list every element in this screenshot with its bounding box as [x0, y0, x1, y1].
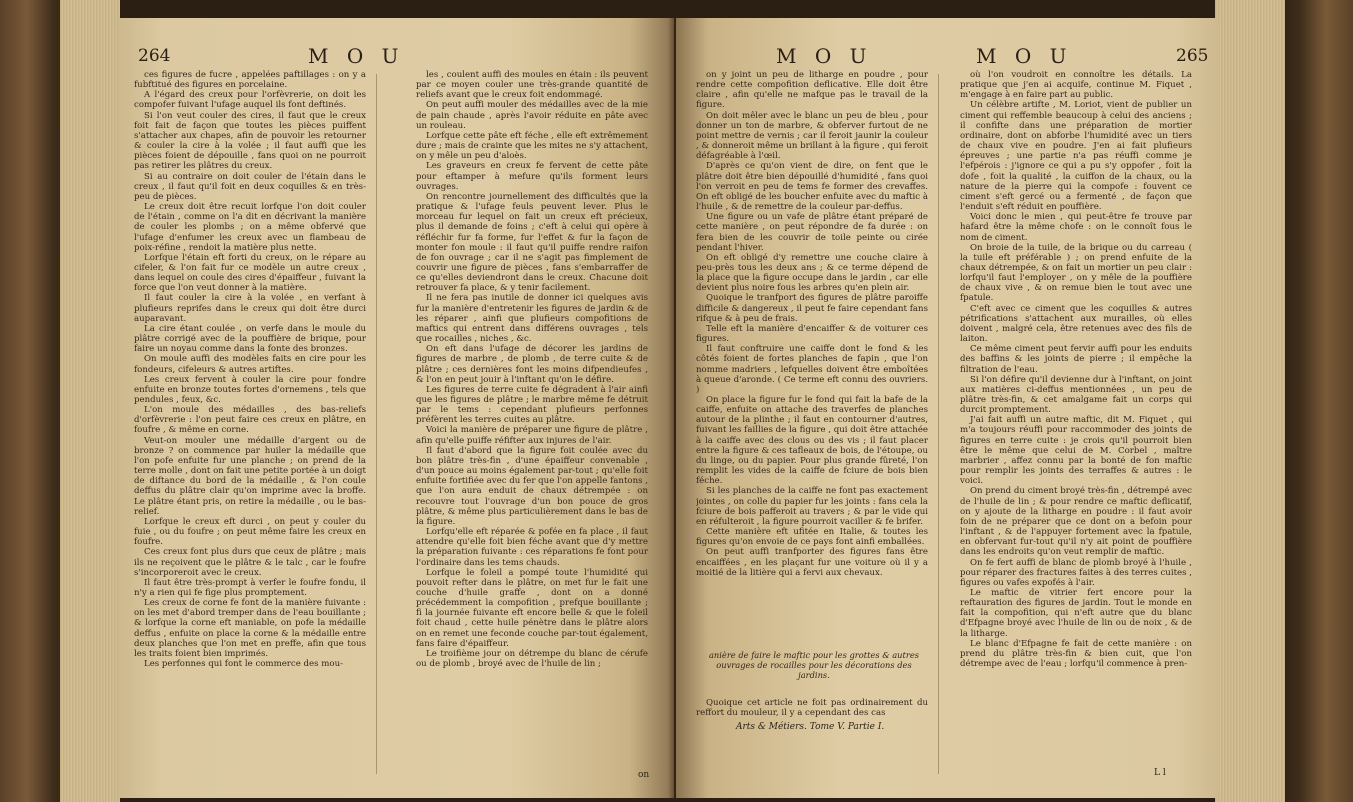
paragraph: Il faut couler la cire à la volée , en verfant à plufieurs reprifes dans le creux qui doit être durci auparavant. — [134, 293, 366, 324]
left-column-1 — [134, 70, 366, 798]
paragraph: Il ne fera pas inutile de donner ici quelques avis fur la manière d'entretenir les figures de jardin & de les réparer , ainfi que plufieurs compofitions de maftics qui entrent dans différens ouvrages , tels que rocailles , niches , &c. — [416, 293, 648, 345]
right-column-2 — [960, 70, 1192, 798]
paragraph: Lorfque le creux eft durci , on peut y couler du fuie , ou du foufre ; on peut même faire les creux en foufre. — [134, 516, 366, 548]
column-rule — [938, 74, 939, 774]
paragraph: On eft obligé d'y remettre une couche claire à peu-près tous les deux ans ; & ce terme dépend de la place que la figure occupe dans le jardin , car elle devient plus noire fous les arbres qu'en plein air. — [696, 252, 928, 294]
paragraph: Ces creux font plus durs que ceux de plâtre ; mais ils ne reçoivent que le plâtre & le talc , car le foufre s'incorporeroit avec le creux. — [134, 547, 366, 578]
paragraph: Les creux fervent à couler la cire pour fondre enfuite en bronze toutes fortes d'ornemens , tels que pendules , feux, &c. — [134, 374, 366, 405]
paragraph: Quoique le tranfport des figures de plâtre paroiffe difficile & dangereux , il peut fe faire cependant fans rifque & à peu de frais. — [696, 293, 928, 324]
paragraph: Lorfque l'étain eft forti du creux, on le répare au cifeler, & l'on fait fur ce modèle un autre creux , dans lequel on coule des cires d'épaiffeur , fuivant la force que l'on veut donner à la matière. — [134, 252, 366, 294]
paragraph: On peut auffi tranfporter des figures fans être encaiffées , en les plaçant fur une voiture où il y a moitié de la litière qui a fervi aux chevaux. — [696, 547, 928, 578]
left-page-header: M O U — [308, 44, 405, 68]
paragraph: Quoique cet article ne foit pas ordinairement du reffort du mouleur, il y a cependant des cas — [696, 698, 928, 719]
paragraph: On eft dans l'ufage de décorer les jardins de figures de marbre , de plomb , de terre cuite & de plâtre ; ces dernières font les moins difpendieufes , & l'on en peut jouir à l'inftant qu'on le défire. — [416, 344, 648, 385]
paragraph: Un célèbre artifte , M. Loriot, vient de publier un ciment qui reffemble beaucoup à celui des anciens ; il confifte dans une préparation de mortier ordinaire, dont on abforbe l'humidité avec un tiers de chaux vive en poudre. J'en ai fait plufieurs épreuves ; une partie n'a pas réuffi comme je l'efpérois : j'ignore ce qui a pu s'y oppofer , foit la dofe , foit la qualité , la cuiffon de la chaux, ou la nature de la pierre qui la compofe : fouvent ce ciment s'eft gercé ou a fermenté , de façon que l'enduit s'eft réduit en pouffière. — [960, 100, 1192, 213]
paragraph: où l'on voudroit en connoître les détails. La pratique que j'en ai acquife, continue M. Fiquet , m'engage à en faire part au public. — [960, 70, 1192, 101]
paragraph: Les figures de terre cuite fe dégradent à l'air ainfi que les figures de plâtre ; le marbre même fe détruit par le tems : cependant plufieurs perfonnes préfèrent les terres cuites au plâtre. — [416, 384, 648, 426]
left-page-edges — [60, 0, 120, 802]
left-page-number: 264 — [138, 46, 171, 66]
paragraph: Il faut d'abord que la figure foit coulée avec du bon plâtre très-fin , d'une épaiffeur convenable , d'un pouce au moins également par-tout ; qu'elle foit enfuite fortifiée avec du fer que l'on appelle fantons , que l'on aura enduit de chaux détrempée : on recouvre tout l'ouvrage d'un bon pouce de gros plâtre, & même plus particulièrement dans le bas de la figure. — [416, 445, 648, 527]
paragraph: Si les planches de la caiffe ne font pas exactement jointes , on colle du papier fur les joints : fans cela la fciure de bois pafferoit au travers ; & par le vide qui en réfulteroit , la figure pourroit vaciller & fe brifer. — [696, 486, 928, 527]
paragraph: Telle eft la manière d'encaiffer & de voiturer ces figures. — [696, 323, 928, 345]
left-column-2 — [416, 70, 648, 798]
paragraph: Les graveurs en creux fe fervent de cette pâte pour eftamper à mefure qu'ils forment leurs ouvrages. — [416, 161, 648, 192]
paragraph: Le creux doit être recuit lorfque l'on doit couler de l'étain , comme on l'a dit en décrivant la manière de couler les plombs ; on a même obfervé que l'ufage d'enfumer les creux avec un flambeau de poix-réfine , rendoit la matière plus nette. — [134, 202, 366, 253]
paragraph: Si l'on défire qu'il devienne dur à l'inftant, on joint aux matières ci-deffus mentionnées , un peu de plâtre très-fin, & cet amalgame fait un corps qui durcit promptement. — [960, 374, 1192, 416]
catchword: on — [638, 770, 650, 780]
paragraph: On fe fert auffi de blanc de plomb broyé à l'huile , pour réparer des fractures faites à des terres cuites , figures ou vafes expofés à l'air. — [960, 557, 1192, 588]
paragraph: on y joint un peu de litharge en poudre , pour rendre cette compofition deflicative. Elle doit être claire , afin qu'elle ne mafque pas le travail de la figure. — [696, 70, 928, 111]
paragraph: On peut auffi mouler des médailles avec de la mie de pain chaude , après l'avoir réduite en pâte avec un rouleau. — [416, 100, 648, 131]
paragraph: On doit mêler avec le blanc un peu de bleu , pour donner un ton de marbre, & obferver furtout de ne point mettre de vernis ; car il feroit jaunir la couleur , & donneroit même un brillant à la figure , qui feroit défagréable à l'œil. — [696, 110, 928, 162]
paragraph: Le blanc d'Efpagne fe fait de cette manière : on prend du plâtre très-fin & bien cuit, que l'on détrempe avec de l'eau ; lorfqu'il commence à pren- — [960, 638, 1192, 670]
paragraph: Le troifième jour on détrempe du blanc de cérufe ou de plomb , broyé avec de l'huile de lin ; — [416, 648, 648, 670]
paragraph: Cette manière eft ufitée en Italie, & toutes les figures qu'on envoie de ce pays font ainfi emballées. — [696, 527, 928, 548]
right-page — [676, 18, 1220, 798]
right-page-header-center: M O U — [776, 44, 873, 68]
right-column-1 — [696, 70, 928, 660]
right-column-1-continued — [696, 698, 928, 722]
paragraph: Une figure ou un vafe de plâtre étant préparé de cette manière , on peut répondre de fa durée : on fera bien de les couvrir de toile peinte ou cirée pendant l'hiver. — [696, 212, 928, 253]
paragraph: les , coulent auffi des moules en étain : ils peuvent par ce moyen couler une très-grande quantité de reliefs avant que le creux foit endommagé. — [416, 70, 648, 101]
column-rule — [376, 74, 377, 774]
paragraph: Si l'on veut couler des cires, il faut que le creux foit fait de façon que toutes les pièces puiffent s'attacher aux chapes, afin de pouvoir les retourner & couler la cire à la volée ; il faut auffi que les pièces foient de dépouille , fans quoi on ne pourroit pas retirer les plâtres du creux. — [134, 110, 366, 172]
paragraph: L'on moule des médailles , des bas-reliefs d'orfèvrerie : l'on peut faire ces creux en plâtre, en foufre , & même en corne. — [134, 405, 366, 436]
paragraph: A l'égard des creux pour l'orfèvrerie, on doit les compofer fuivant l'ufage auquel ils font deftinés. — [134, 90, 366, 111]
paragraph: Voici donc le mien , qui peut-être fe trouve par hafard être la même chofe : on le connoît fous le nom de ciment. — [960, 212, 1192, 243]
paragraph: Lorfque le foleil a pompé toute l'humidité qui pouvoit refter dans le plâtre, on met fur le fait une couche d'huile graffe , dont on a donné précédemment la compofition , prefque bouillante ; fi la journée fuivante eft encore belle & que le foleil foit chaud , cette huile pénètre dans le plâtre alors on en remet une feconde couche par-tout également, fans faire d'épaiffeur. — [416, 567, 648, 649]
paragraph: On moule auffi des modèles faits en cire pour les fondeurs, cifeleurs & autres artiftes. — [134, 354, 366, 375]
paragraph: Le maftic de vitrier fert encore pour la reftauration des figures de jardin. Tout le monde en fait la compofition, qui n'eft autre que du blanc d'Efpagne broyé avec l'huile de lin ou de noix , & de la litharge. — [960, 587, 1192, 639]
paragraph: On place la figure fur le fond qui fait la bafe de la caiffe, enfuite on attache des traverfes de planches autour de la plinthe ; il faut en contourner d'autres, fuivant les faillies de la figure , qui doit être attachée à la caiffe avec des clous ou des vis ; il faut placer entre la figure & ces tafleaux de bois, de l'étoupe, ou du linge, ou du papier. Pour plus grande fûreté, l'on remplit les vides de la caiffe de fciure de bois bien féche. — [696, 395, 928, 487]
signature-mark: L l — [1154, 768, 1166, 778]
right-page-header: M O U — [976, 44, 1073, 68]
left-page — [118, 18, 674, 798]
paragraph: D'après ce qu'on vient de dire, on fent que le plâtre doit être bien dépouillé d'humidité , fans quoi l'on verroit en peu de tems fe former des crevaffes. On eft obligé de les boucher enfuite avec du maftic à l'huile , & de remettre de la couleur par-deffus. — [696, 161, 928, 213]
paragraph: J'ai fait auffi un autre maftic, dit M. Fiquet , qui m'a toujours réuffi pour raccommoder des joints de figures en terre cuite : je crois qu'il pourroit bien être le même que celui de M. Corbel , maître marbrier , affez connu par la bonté de fon maftic pour remplir les joints des terraffes & autres : le voici. — [960, 415, 1192, 487]
paragraph: Veut-on mouler une médaille d'argent ou de bronze ? on commence par huiler la médaille que l'on pofe enfuite fur une planche ; on prend de la terre molle , dont on fait une petite portée à un doigt de diftance du bord de la médaille , & l'on coule deffus du plâtre clair qu'on imprime avec la broffe. Le plâtre étant pris, on retire la médaille , ou le bas-relief. — [134, 435, 366, 517]
right-page-number: 265 — [1176, 46, 1209, 66]
paragraph: Il faut conftruire une caiffe dont le fond & les côtés foient de fortes planches de fapin , que l'on nomme madriers , lefquelles doivent être emboîtées à queue d'aronde. ( Ce terme eft connu des ouvriers. ) — [696, 344, 928, 395]
signature-line: Arts & Métiers. Tome V. Partie I. — [736, 722, 885, 732]
paragraph: Ce même ciment peut fervir auffi pour les enduits des baffins & les joints de pierre ; il empêche la filtration de l'eau. — [960, 344, 1192, 375]
paragraph: On rencontre journellement des difficultés que la pratique & l'ufage feuls peuvent lever. Plus le morceau fur lequel on fait un creux eft précieux, plus il demande de foins ; c'eft à celui qui opère à réfléchir fur fa forme, fur l'effet & fur la façon de monter fon moule : il faut qu'il puiffe rendre raifon de fon ouvrage ; car il ne s'agit pas fimplement de couvrir une figure de pièces , fans s'embarraffer de ce qu'elles deviendront dans le creux. Chacune doit retrouver fa place, & y tenir facilement. — [416, 191, 648, 294]
paragraph: Les creux de corne fe font de la manière fuivante : on les met d'abord tremper dans de l'eau bouillante ; & lorfque la corne eft maniable, on pofe la médaille deffus , enfuite on place la corne & la médaille entre deux planches que l'on met en preffe, afin que tous les traits foient bien imprimés. — [134, 598, 366, 659]
paragraph: On broie de la tuile, de la brique ou du carreau ( la tuile eft préférable ) ; on prend enfuite de la chaux détrempée, & on fait un mortier un peu clair : lorfqu'il faut l'employer , on y mêle de la pouffière de chaux vive , & on remue bien le tout avec une fpatule. — [960, 242, 1192, 304]
paragraph: Lorfque cette pâte eft féche , elle eft extrêmement dure ; mais de crainte que les mites ne s'y attachent, on y mêle un peu d'aloès. — [416, 130, 648, 162]
paragraph: La cire étant coulée , on verfe dans le moule du plâtre corrigé avec de la pouffière de brique, pour faire un noyau comme dans la fonte des bronzes. — [134, 323, 366, 355]
paragraph: On prend du ciment broyé très-fin , détrempé avec de l'huile de lin ; & pour rendre ce maftic deflicatif, on y ajoute de la litharge en poudre : il faut avoir foin de ne préparer que ce dont on a befoin pour l'inftant , & de l'appuyer fortement avec la fpatule, en obfervant fur-tout qu'il n'y ait point de pouffière dans les endroits qu'on veut remplir de maftic. — [960, 486, 1192, 558]
paragraph: Lorfqu'elle eft réparée & pofée en fa place , il faut attendre qu'elle foit bien féche avant que d'y mettre la préparation fuivante : ces réparations fe font pour l'ordinaire dans les tems chauds. — [416, 527, 648, 568]
paragraph: Les perfonnes qui font le commerce des mou- — [144, 659, 344, 670]
mastic-heading: anière de faire le maftic pour les grottes & autres ouvrages de rocailles pour les décorations des jardins. — [708, 650, 919, 681]
paragraph: C'eft avec ce ciment que les coquilles & autres pétrifications s'attachent aux murailles, où elles doivent , malgré cela, être retenues avec des fils de laiton. — [960, 303, 1192, 345]
paragraph: Si au contraire on doit couler de l'étain dans le creux , il faut qu'il foit en deux coquilles & en très-peu de pièces. — [134, 171, 366, 202]
right-page-edges — [1215, 0, 1285, 802]
paragraph: Voici la manière de préparer une figure de plâtre , afin qu'elle puiffe réfifter aux injures de l'air. — [416, 425, 648, 446]
paragraph: Il faut être très-prompt à verfer le foufre fondu, il n'y a rien qui fe fige plus promptement. — [134, 577, 366, 598]
paragraph: ces figures de fucre , appelées paftillages : on y a fubftitué des figures en porcelaine. — [134, 70, 366, 91]
